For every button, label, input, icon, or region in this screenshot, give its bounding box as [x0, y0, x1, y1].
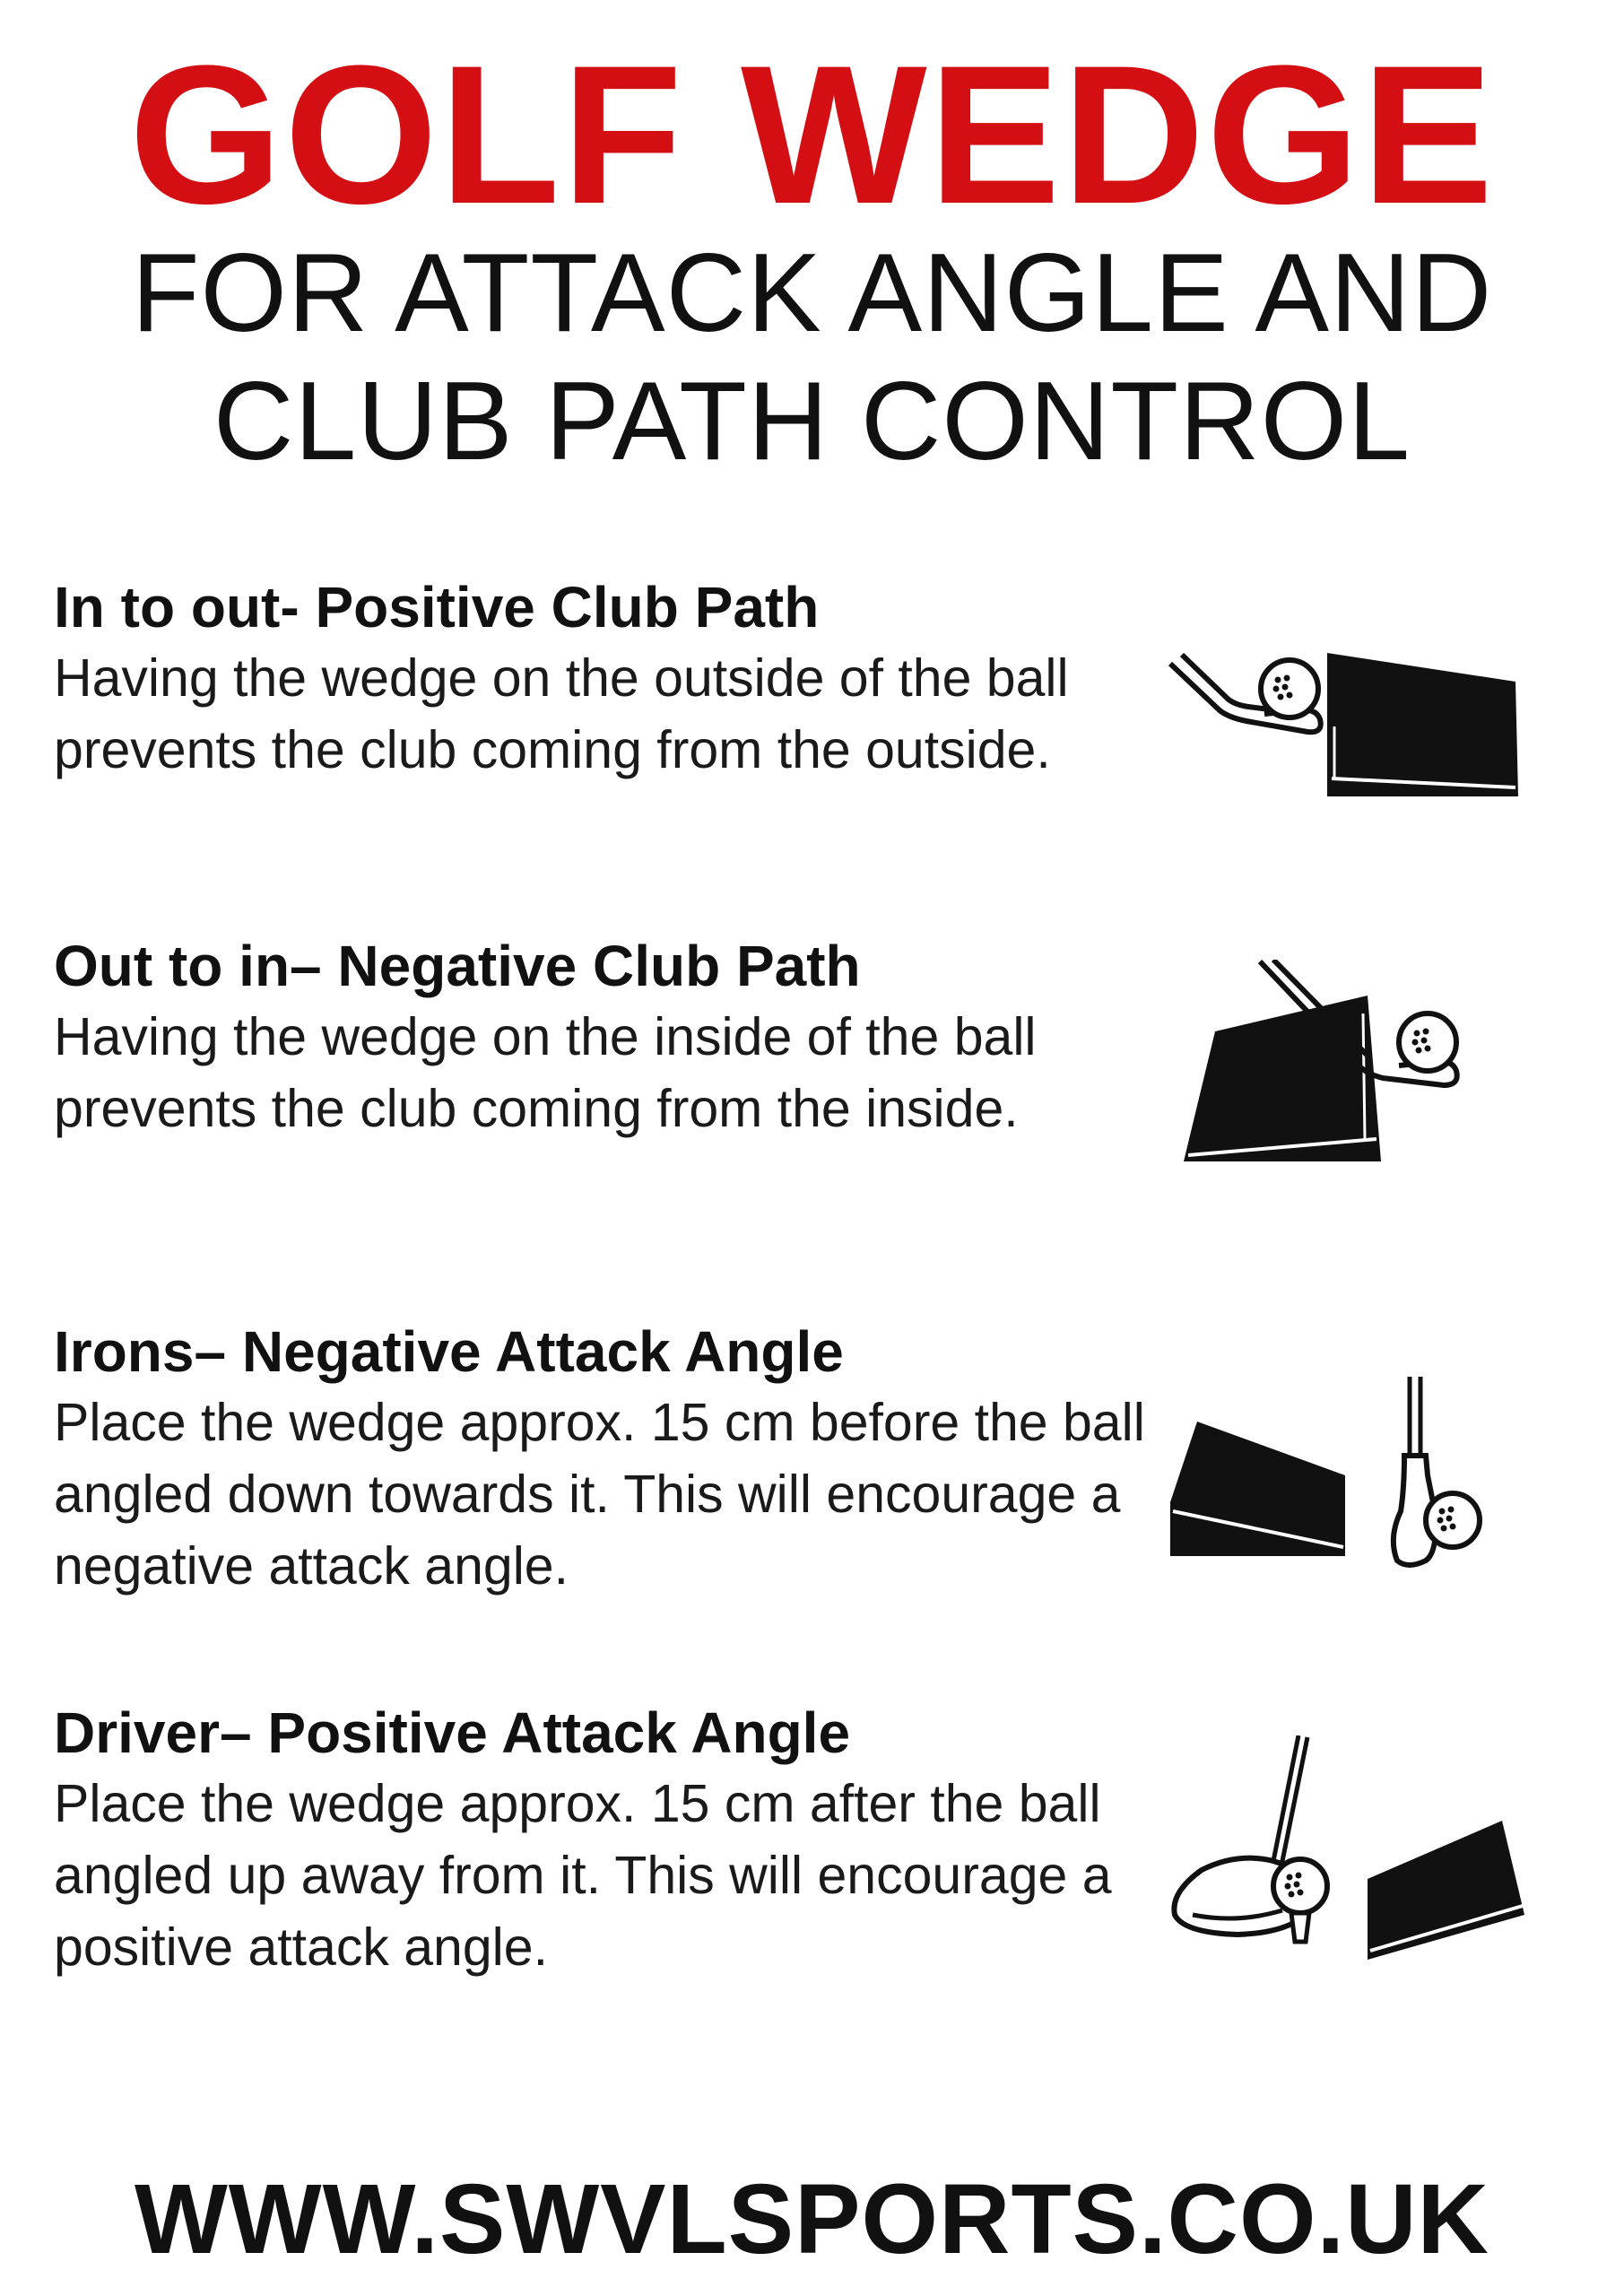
section-heading: Out to in– Negative Club Path	[54, 934, 861, 998]
section-heading: Driver– Positive Attack Angle	[54, 1700, 851, 1765]
section-body: Place the wedge approx. 15 cm after the ball angled up away from it. This will encourage a positive attack angle.	[54, 1774, 1112, 1977]
section-body: Place the wedge approx. 15 cm before the ball angled down towards it. This will encourage a negative attack angle.	[54, 1393, 1145, 1596]
page-title: GOLF WEDGE	[128, 24, 1496, 245]
section-body: Having the wedge on the outside of the ball prevents the club coming from the outside.	[54, 648, 1069, 779]
section-heading: In to out- Positive Club Path	[54, 575, 820, 639]
driver-wedge-after-ball-icon	[1166, 1735, 1542, 1969]
section-out-to-in	[54, 933, 1157, 1144]
section-heading: Irons– Negative Attack Angle	[54, 1319, 844, 1384]
iron-wedge-before-ball-icon	[1166, 1377, 1507, 1574]
section-body: Having the wedge on the inside of the ball prevents the club coming from the inside.	[54, 1007, 1037, 1138]
wedge-inside-ball-icon	[1175, 960, 1515, 1166]
section-driver	[54, 1700, 1157, 1983]
section-irons	[54, 1318, 1157, 1602]
website-url[interactable]: WWW.SWVLSPORTS.CO.UK	[134, 2164, 1489, 2274]
subtitle-line-1: FOR ATTACK ANGLE AND	[131, 231, 1493, 355]
section-in-to-out	[54, 574, 1157, 786]
subtitle-line-2: CLUB PATH CONTROL	[213, 360, 1411, 483]
wedge-outside-ball-icon	[1166, 628, 1542, 807]
